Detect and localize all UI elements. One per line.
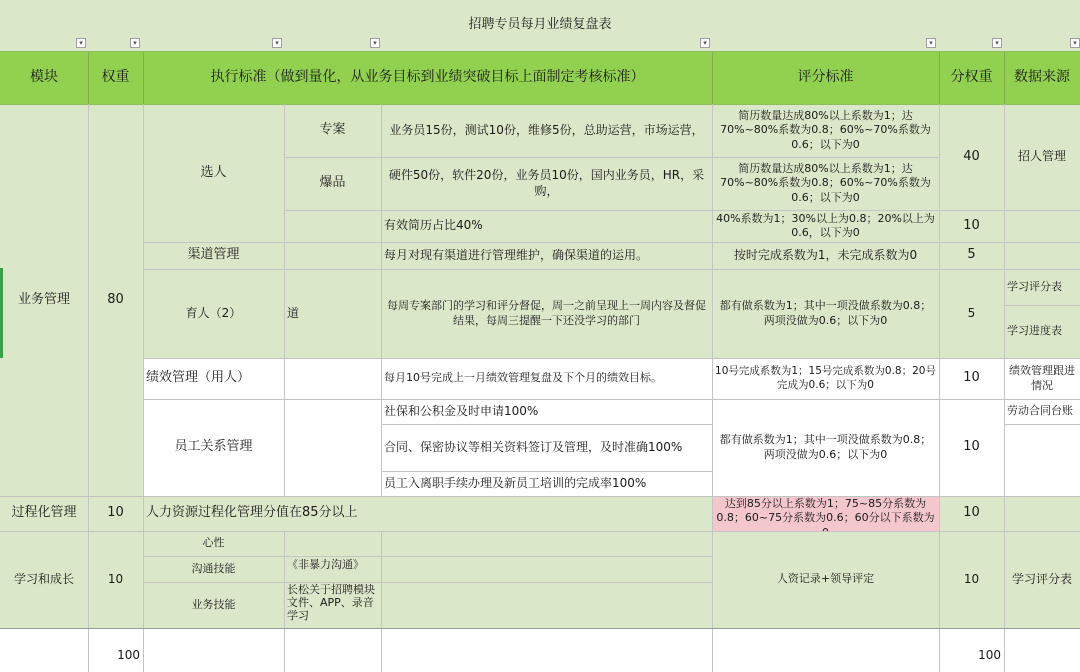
grid-line [88,104,89,672]
grid-line [143,399,1080,400]
grid-line [143,556,712,557]
learning-mind-note[interactable] [284,531,381,556]
header-standard: 执行标准（做到量化，从业务目标到业绩突破目标上面制定考核标准） [143,51,712,104]
performance-blank[interactable] [284,358,381,399]
header-sub-weight: 分权重 [939,51,1004,104]
grid-line [0,628,1080,629]
select-source-a[interactable]: 招人管理 [1004,104,1080,210]
select-hot-detail[interactable]: 硬件50份，软件20份，业务员10份，国内业务员，HR，采购， [381,157,712,210]
relations-scoring[interactable]: 都有做系数为1；其中一项没做系数为0.8；两项没做为0.6；以下为0 [712,399,939,496]
relations-weight[interactable]: 10 [939,399,1004,496]
grid-line [284,157,939,158]
channel-scoring[interactable]: 按时完成系数为1，未完成系数为0 [712,242,939,269]
grid-line [381,104,382,496]
grid-line [143,104,144,672]
grid-line [0,104,1080,105]
relations-item-1[interactable]: 社保和公积金及时申请100% [381,399,712,424]
process-sub-weight[interactable]: 10 [939,496,1004,531]
filter-dropdown-icon[interactable]: ▾ [370,38,380,48]
nurture-source-a[interactable]: 学习评分表 [1004,269,1080,305]
grid-line [88,51,89,104]
totals-blank-standard[interactable] [143,628,712,672]
task-channel[interactable]: 渠道管理 [143,242,284,269]
performance-scoring[interactable]: 10号完成系数为1；15号完成系数为0.8；20号完成为0.6；以下为0 [712,358,939,399]
filter-dropdown-icon[interactable]: ▾ [130,38,140,48]
task-relations[interactable]: 员工关系管理 [143,399,284,496]
relations-item-2[interactable]: 合同、保密协议等相关资料签订及管理，及时准确100% [381,424,712,471]
select-case-scoring[interactable]: 简历数量达成80%以上系数为1；达70%~80%系数为0.8；60%~70%系数为0.6；以下为0 [712,104,939,157]
header-weight: 权重 [88,51,143,104]
totals-blank-source[interactable] [1004,628,1080,672]
header-source: 数据来源 [1004,51,1080,104]
relations-source-blank[interactable] [1004,424,1080,496]
filter-dropdown-icon[interactable]: ▾ [76,38,86,48]
filter-dropdown-icon[interactable]: ▾ [1070,38,1080,48]
grid-line [381,471,712,472]
learning-business-extra[interactable] [381,582,712,628]
totals-blank-module[interactable] [0,628,88,672]
weight-business[interactable]: 80 [88,104,143,496]
process-source[interactable] [1004,496,1080,531]
performance-weight[interactable]: 10 [939,358,1004,399]
select-valid-blank[interactable] [284,210,381,242]
grid-line [1004,104,1005,672]
grid-line [143,582,712,583]
select-hot-scoring[interactable]: 简历数量达成80%以上系数为1；达70%~80%系数为0.8；60%~70%系数为0.6；以下为0 [712,157,939,210]
grid-line [143,269,1080,270]
channel-detail[interactable]: 每月对现有渠道进行管理维护，确保渠道的运用。 [381,242,712,269]
channel-source[interactable] [1004,242,1080,269]
grid-line [284,210,1080,211]
grid-line [0,496,1080,497]
nurture-weight[interactable]: 5 [939,269,1004,358]
sheet-title: 招聘专员每月业绩复盘表 [0,0,1080,51]
channel-weight[interactable]: 5 [939,242,1004,269]
performance-detail[interactable]: 每月10号完成上一月绩效管理复盘及下个月的绩效目标。 [381,358,712,399]
weight-learning[interactable]: 10 [88,531,143,628]
grid-line [284,104,285,496]
learning-communication-extra[interactable] [381,556,712,582]
select-source-b[interactable] [1004,210,1080,242]
select-case-label[interactable]: 专案 [284,104,381,157]
module-learning[interactable]: 学习和成长 [0,531,88,628]
task-select[interactable]: 选人 [143,104,284,242]
weight-process[interactable]: 10 [88,496,143,531]
grid-line [1004,424,1080,425]
relations-source[interactable]: 劳动合同台账 [1004,399,1080,424]
grid-line [712,51,713,104]
process-detail[interactable]: 人力资源过程化管理分值在85分以上 [143,496,712,531]
learning-mind-extra[interactable] [381,531,712,556]
grid-line [284,531,285,672]
learning-business-note[interactable]: 长松关于招聘模块文件、APP、录音学习 [284,582,381,628]
select-weight-a[interactable]: 40 [939,104,1004,210]
learning-scoring[interactable]: 人资记录+领导评定 [712,531,939,628]
learning-source[interactable]: 学习评分表 [1004,531,1080,628]
grid-line [0,51,1080,52]
filter-dropdown-icon[interactable]: ▾ [926,38,936,48]
select-valid-detail[interactable]: 有效简历占比40% [381,210,712,242]
total-weight[interactable]: 100 [88,628,143,672]
select-weight-b[interactable]: 10 [939,210,1004,242]
relations-blank[interactable] [284,399,381,496]
filter-dropdown-icon[interactable]: ▾ [700,38,710,48]
filter-dropdown-icon[interactable]: ▾ [272,38,282,48]
row-selection-indicator [0,268,3,358]
relations-item-3[interactable]: 员工入离职手续办理及新员工培训的完成率100% [381,471,712,496]
grid-line [381,424,712,425]
select-hot-label[interactable]: 爆品 [284,157,381,210]
grid-line [143,242,1080,243]
nurture-source-b[interactable]: 学习进度表 [1004,305,1080,358]
select-valid-scoring[interactable]: 40%系数为1；30%以上为0.8；20%以上为0.6，以下为0 [712,210,939,242]
header-module: 模块 [0,51,88,104]
task-nurture[interactable]: 育人（2） [143,269,284,358]
performance-source[interactable]: 绩效管理跟进情况 [1004,358,1080,399]
learning-communication-note[interactable]: 《非暴力沟通》 [284,556,381,582]
nurture-sub[interactable]: 道 [284,269,381,358]
grid-line [143,358,1080,359]
grid-line [0,531,1080,532]
module-business[interactable]: 业务管理 [0,104,88,496]
grid-line [939,51,940,104]
select-case-detail[interactable]: 业务员15份，测试10份，维修5份，总助运营，市场运营， [381,104,712,157]
totals-blank-scoring[interactable] [712,628,939,672]
process-scoring[interactable]: 达到85分以上系数为1；75~85分系数为0.8；60~75分系数为0.6；60分以下系数为 [712,496,939,531]
task-performance[interactable]: 绩效管理（用人） [143,358,284,399]
learning-item-mind[interactable]: 心性 [143,531,284,556]
grid-line [381,531,382,672]
learning-sub-weight[interactable]: 10 [939,531,1004,628]
grid-line [1004,305,1080,306]
module-process[interactable]: 过程化管理 [0,496,88,531]
grid-line [143,51,144,104]
channel-blank[interactable] [284,242,381,269]
filter-dropdown-icon[interactable]: ▾ [992,38,1002,48]
nurture-detail[interactable]: 每周专案部门的学习和评分督促，周一之前呈现上一周内容及督促结果，每周三提醒一下还没学习的部门 [381,269,712,358]
total-sub-weight[interactable]: 100 [939,628,1004,672]
grid-line [712,104,713,672]
grid-line [1004,51,1005,104]
learning-item-communication[interactable]: 沟通技能 [143,556,284,582]
grid-line [939,104,940,672]
header-scoring: 评分标准 [712,51,939,104]
learning-item-business[interactable]: 业务技能 [143,582,284,628]
nurture-scoring[interactable]: 都有做系数为1；其中一项没做系数为0.8；两项没做为0.6；以下为0 [712,269,939,358]
